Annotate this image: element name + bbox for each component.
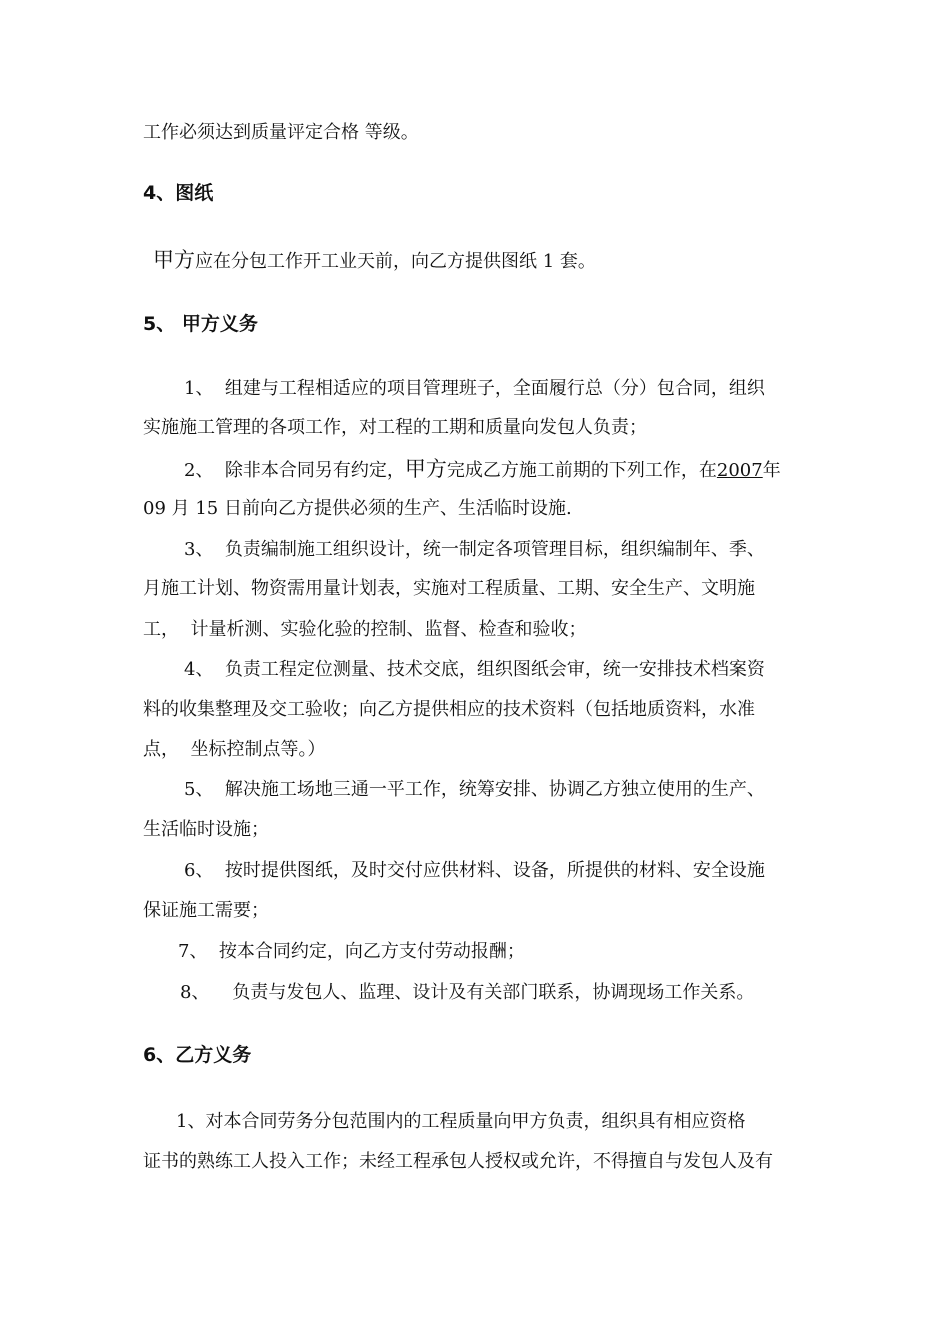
item-text: 组建与工程相适应的项目管理班子，全面履行总（分）包合同，组织	[224, 378, 765, 399]
item-number: 5、	[184, 779, 214, 800]
sec5-item-8	[180, 978, 820, 1008]
item-text: 负责与发包人、监理、设计及有关部门联系，协调现场工作关系。	[232, 982, 755, 1003]
item-number: 6、	[184, 860, 214, 881]
sec6-item-1-line-2: 证书的熟练工人投入工作；未经工程承包人授权或允许，不得擅自与发包人及有	[143, 1151, 773, 1172]
item-number: 4、	[184, 659, 214, 680]
intro-line: 工作必须达到质量评定合格 等级。	[143, 122, 419, 143]
sec6-item-1-line-1: 1、对本合同劳务分包范围内的工程质量向甲方负责，组织具有相应资格	[176, 1111, 746, 1132]
item-number: 3、	[184, 539, 214, 560]
sec5-item-2-line-2: 09 月 15 日前向乙方提供必须的生产、生活临时设施.	[143, 498, 572, 519]
section-6-heading: 6、乙方义务	[143, 1044, 252, 1066]
section-4-paragraph	[153, 245, 843, 277]
item-number: 2、	[184, 460, 214, 481]
section-4-heading: 4、图纸	[143, 182, 214, 204]
item-text: 按本合同约定，向乙方支付劳动报酬；	[218, 941, 525, 962]
sec5-item-3-line-3: 工， 计量析测、实验化验的控制、监督、检查和验收；	[143, 619, 587, 640]
party-a-emphasis: 甲方	[404, 457, 447, 481]
sec5-item-3-line-2: 月施工计划、物资需用量计划表，实施对工程质量、工期、安全生产、文明施	[143, 578, 755, 599]
sec5-item-6-line-2: 保证施工需要；	[143, 900, 269, 921]
sec5-item-1-line-2: 实施施工管理的各项工作，对工程的工期和质量向发包人负责；	[143, 417, 647, 438]
item-text: 年	[762, 460, 781, 481]
item-text: 负责编制施工组织设计，统一制定各项管理目标，组织编制年、季、	[224, 539, 765, 560]
sec5-item-7	[178, 937, 818, 967]
sec5-item-1-line-1	[184, 374, 824, 404]
item-text: 负责工程定位测量、技术交底，组织图纸会审，统一安排技术档案资	[224, 659, 765, 680]
item-text: 解决施工场地三通一平工作，统筹安排、协调乙方独立使用的生产、	[224, 779, 765, 800]
sec5-item-5-line-1	[184, 775, 824, 805]
sec5-item-4-line-3: 点， 坐标控制点等。）	[143, 739, 326, 760]
sec5-item-2-line-1	[184, 454, 824, 486]
sec5-item-6-line-1	[184, 856, 824, 886]
item-text: 按时提供图纸，及时交付应供材料、设备，所提供的材料、安全设施	[224, 860, 765, 881]
item-text: 除非本合同另有约定，	[224, 460, 405, 481]
year-underlined: 2007	[716, 460, 763, 481]
party-a-emphasis: 甲方	[153, 248, 195, 272]
section-4-text: 应在分包工作开工业天前，向乙方提供图纸 1 套。	[195, 251, 596, 272]
item-number: 8、	[180, 982, 210, 1003]
item-number: 7、	[178, 941, 208, 962]
sec5-item-4-line-1	[184, 655, 824, 685]
item-number: 1、	[184, 378, 214, 399]
sec5-item-4-line-2: 料的收集整理及交工验收；向乙方提供相应的技术资料（包括地质资料，水准	[143, 699, 755, 720]
section-5-heading: 5、 甲方义务	[143, 313, 258, 335]
sec5-item-5-line-2: 生活临时设施；	[143, 819, 269, 840]
sec5-item-3-line-1	[184, 535, 824, 565]
item-text: 完成乙方施工前期的下列工作，在	[446, 460, 717, 481]
